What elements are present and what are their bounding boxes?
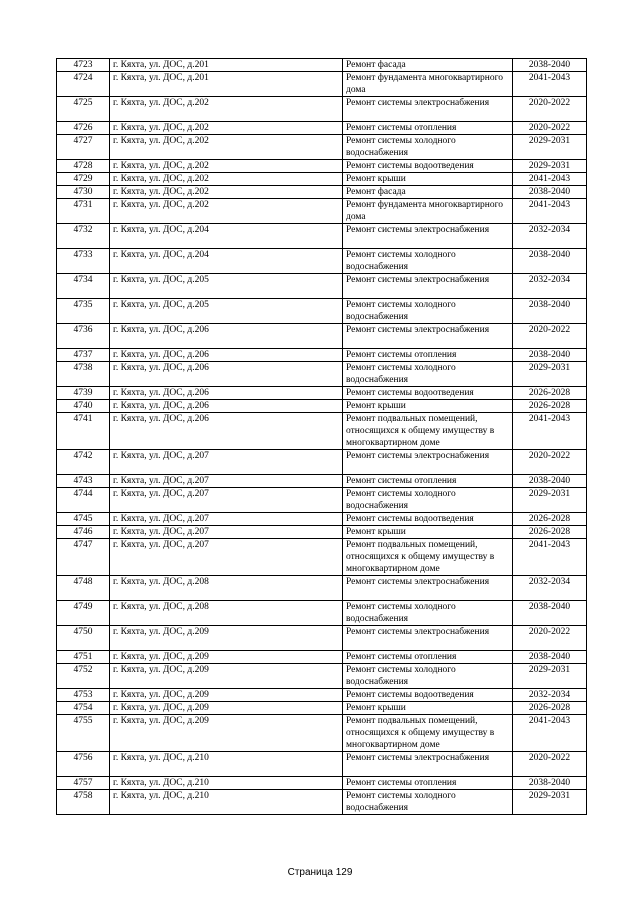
work-type-cell: Ремонт крыши (343, 702, 513, 715)
period-cell: 2038-2040 (513, 777, 587, 790)
table-row (57, 539, 587, 576)
row-number-cell: 4747 (57, 539, 110, 576)
table-row (57, 752, 587, 777)
address-cell: г. Кяхта, ул. ДОС, д.205 (110, 299, 343, 324)
address-cell: г. Кяхта, ул. ДОС, д.208 (110, 576, 343, 601)
work-type-cell: Ремонт системы водоотведения (343, 387, 513, 400)
work-type-cell: Ремонт системы отопления (343, 349, 513, 362)
table-row (57, 400, 587, 413)
work-type-cell: Ремонт системы электроснабжения (343, 626, 513, 651)
row-number-cell: 4731 (57, 199, 110, 224)
row-number-cell: 4729 (57, 173, 110, 186)
work-type-cell: Ремонт подвальных помещений, относящихся к общему имуществу в многоквартирном доме (343, 715, 513, 752)
row-number-cell: 4741 (57, 413, 110, 450)
period-cell: 2038-2040 (513, 249, 587, 274)
period-cell: 2032-2034 (513, 689, 587, 702)
row-number-cell: 4734 (57, 274, 110, 299)
address-cell: г. Кяхта, ул. ДОС, д.202 (110, 173, 343, 186)
address-cell: г. Кяхта, ул. ДОС, д.206 (110, 324, 343, 349)
address-cell: г. Кяхта, ул. ДОС, д.209 (110, 715, 343, 752)
period-cell: 2026-2028 (513, 513, 587, 526)
period-cell: 2029-2031 (513, 488, 587, 513)
row-number-cell: 4726 (57, 122, 110, 135)
address-cell: г. Кяхта, ул. ДОС, д.202 (110, 199, 343, 224)
table-row (57, 626, 587, 651)
period-cell: 2020-2022 (513, 122, 587, 135)
table-row (57, 59, 587, 72)
period-cell: 2038-2040 (513, 475, 587, 488)
period-cell: 2020-2022 (513, 752, 587, 777)
row-number-cell: 4732 (57, 224, 110, 249)
table-row (57, 173, 587, 186)
row-number-cell: 4755 (57, 715, 110, 752)
row-number-cell: 4757 (57, 777, 110, 790)
row-number-cell: 4750 (57, 626, 110, 651)
table-row (57, 97, 587, 122)
row-number-cell: 4753 (57, 689, 110, 702)
work-type-cell: Ремонт фундамента многоквартирного дома (343, 199, 513, 224)
table-row (57, 122, 587, 135)
row-number-cell: 4725 (57, 97, 110, 122)
address-cell: г. Кяхта, ул. ДОС, д.210 (110, 777, 343, 790)
table-row (57, 702, 587, 715)
table-body (57, 59, 587, 815)
row-number-cell: 4739 (57, 387, 110, 400)
table-row (57, 601, 587, 626)
address-cell: г. Кяхта, ул. ДОС, д.201 (110, 72, 343, 97)
period-cell: 2029-2031 (513, 664, 587, 689)
table-row (57, 224, 587, 249)
table-row (57, 362, 587, 387)
period-cell: 2041-2043 (513, 715, 587, 752)
table-row (57, 790, 587, 815)
table-row (57, 413, 587, 450)
work-type-cell: Ремонт системы водоотведения (343, 160, 513, 173)
work-type-cell: Ремонт системы отопления (343, 651, 513, 664)
table-row (57, 450, 587, 475)
row-number-cell: 4740 (57, 400, 110, 413)
row-number-cell: 4756 (57, 752, 110, 777)
row-number-cell: 4743 (57, 475, 110, 488)
row-number-cell: 4733 (57, 249, 110, 274)
period-cell: 2029-2031 (513, 135, 587, 160)
row-number-cell: 4735 (57, 299, 110, 324)
period-cell: 2032-2034 (513, 224, 587, 249)
work-type-cell: Ремонт системы холодного водоснабжения (343, 362, 513, 387)
work-type-cell: Ремонт системы электроснабжения (343, 224, 513, 249)
address-cell: г. Кяхта, ул. ДОС, д.209 (110, 651, 343, 664)
address-cell: г. Кяхта, ул. ДОС, д.201 (110, 59, 343, 72)
period-cell: 2041-2043 (513, 539, 587, 576)
period-cell: 2041-2043 (513, 173, 587, 186)
address-cell: г. Кяхта, ул. ДОС, д.210 (110, 790, 343, 815)
work-type-cell: Ремонт системы электроснабжения (343, 450, 513, 475)
repair-schedule-table (56, 58, 587, 815)
period-cell: 2026-2028 (513, 526, 587, 539)
work-type-cell: Ремонт системы электроснабжения (343, 576, 513, 601)
address-cell: г. Кяхта, ул. ДОС, д.209 (110, 689, 343, 702)
row-number-cell: 4758 (57, 790, 110, 815)
work-type-cell: Ремонт системы электроснабжения (343, 97, 513, 122)
address-cell: г. Кяхта, ул. ДОС, д.209 (110, 664, 343, 689)
work-type-cell: Ремонт подвальных помещений, относящихся к общему имуществу в многоквартирном доме (343, 539, 513, 576)
table-row (57, 651, 587, 664)
address-cell: г. Кяхта, ул. ДОС, д.207 (110, 513, 343, 526)
work-type-cell: Ремонт системы электроснабжения (343, 274, 513, 299)
period-cell: 2032-2034 (513, 576, 587, 601)
address-cell: г. Кяхта, ул. ДОС, д.206 (110, 362, 343, 387)
work-type-cell: Ремонт системы отопления (343, 777, 513, 790)
address-cell: г. Кяхта, ул. ДОС, д.202 (110, 122, 343, 135)
work-type-cell: Ремонт системы водоотведения (343, 689, 513, 702)
row-number-cell: 4738 (57, 362, 110, 387)
table-row (57, 488, 587, 513)
period-cell: 2038-2040 (513, 349, 587, 362)
address-cell: г. Кяхта, ул. ДОС, д.202 (110, 135, 343, 160)
address-cell: г. Кяхта, ул. ДОС, д.207 (110, 450, 343, 475)
period-cell: 2029-2031 (513, 362, 587, 387)
period-cell: 2020-2022 (513, 626, 587, 651)
address-cell: г. Кяхта, ул. ДОС, д.207 (110, 488, 343, 513)
period-cell: 2020-2022 (513, 97, 587, 122)
table-row (57, 160, 587, 173)
row-number-cell: 4742 (57, 450, 110, 475)
work-type-cell: Ремонт фасада (343, 59, 513, 72)
period-cell: 2032-2034 (513, 274, 587, 299)
table-row (57, 72, 587, 97)
row-number-cell: 4744 (57, 488, 110, 513)
table-row (57, 526, 587, 539)
row-number-cell: 4730 (57, 186, 110, 199)
work-type-cell: Ремонт системы холодного водоснабжения (343, 601, 513, 626)
row-number-cell: 4737 (57, 349, 110, 362)
period-cell: 2041-2043 (513, 72, 587, 97)
work-type-cell: Ремонт крыши (343, 400, 513, 413)
row-number-cell: 4748 (57, 576, 110, 601)
table-row (57, 387, 587, 400)
work-type-cell: Ремонт системы холодного водоснабжения (343, 488, 513, 513)
work-type-cell: Ремонт крыши (343, 526, 513, 539)
table-row (57, 135, 587, 160)
period-cell: 2038-2040 (513, 186, 587, 199)
row-number-cell: 4745 (57, 513, 110, 526)
address-cell: г. Кяхта, ул. ДОС, д.202 (110, 186, 343, 199)
table-row (57, 777, 587, 790)
period-cell: 2029-2031 (513, 160, 587, 173)
period-cell: 2026-2028 (513, 387, 587, 400)
work-type-cell: Ремонт крыши (343, 173, 513, 186)
table-row (57, 689, 587, 702)
address-cell: г. Кяхта, ул. ДОС, д.207 (110, 475, 343, 488)
work-type-cell: Ремонт системы холодного водоснабжения (343, 790, 513, 815)
table-row (57, 274, 587, 299)
table-row (57, 299, 587, 324)
row-number-cell: 4736 (57, 324, 110, 349)
address-cell: г. Кяхта, ул. ДОС, д.209 (110, 626, 343, 651)
address-cell: г. Кяхта, ул. ДОС, д.210 (110, 752, 343, 777)
table-row (57, 715, 587, 752)
work-type-cell: Ремонт системы холодного водоснабжения (343, 249, 513, 274)
address-cell: г. Кяхта, ул. ДОС, д.209 (110, 702, 343, 715)
work-type-cell: Ремонт системы отопления (343, 122, 513, 135)
work-type-cell: Ремонт подвальных помещений, относящихся к общему имуществу в многоквартирном доме (343, 413, 513, 450)
row-number-cell: 4724 (57, 72, 110, 97)
table-row (57, 324, 587, 349)
work-type-cell: Ремонт фасада (343, 186, 513, 199)
period-cell: 2041-2043 (513, 199, 587, 224)
work-type-cell: Ремонт системы водоотведения (343, 513, 513, 526)
period-cell: 2038-2040 (513, 601, 587, 626)
address-cell: г. Кяхта, ул. ДОС, д.204 (110, 249, 343, 274)
work-type-cell: Ремонт системы электроснабжения (343, 752, 513, 777)
address-cell: г. Кяхта, ул. ДОС, д.207 (110, 526, 343, 539)
row-number-cell: 4751 (57, 651, 110, 664)
address-cell: г. Кяхта, ул. ДОС, д.208 (110, 601, 343, 626)
address-cell: г. Кяхта, ул. ДОС, д.205 (110, 274, 343, 299)
table-row (57, 349, 587, 362)
address-cell: г. Кяхта, ул. ДОС, д.206 (110, 349, 343, 362)
period-cell: 2026-2028 (513, 400, 587, 413)
work-type-cell: Ремонт фундамента многоквартирного дома (343, 72, 513, 97)
row-number-cell: 4728 (57, 160, 110, 173)
period-cell: 2026-2028 (513, 702, 587, 715)
work-type-cell: Ремонт системы электроснабжения (343, 324, 513, 349)
table-row (57, 576, 587, 601)
table-row (57, 249, 587, 274)
period-cell: 2020-2022 (513, 324, 587, 349)
row-number-cell: 4749 (57, 601, 110, 626)
table-row (57, 664, 587, 689)
row-number-cell: 4746 (57, 526, 110, 539)
address-cell: г. Кяхта, ул. ДОС, д.204 (110, 224, 343, 249)
period-cell: 2041-2043 (513, 413, 587, 450)
address-cell: г. Кяхта, ул. ДОС, д.206 (110, 387, 343, 400)
row-number-cell: 4754 (57, 702, 110, 715)
period-cell: 2038-2040 (513, 651, 587, 664)
table-row (57, 199, 587, 224)
page-number: Страница 129 (287, 867, 353, 878)
period-cell: 2038-2040 (513, 59, 587, 72)
period-cell: 2029-2031 (513, 790, 587, 815)
period-cell: 2038-2040 (513, 299, 587, 324)
row-number-cell: 4752 (57, 664, 110, 689)
address-cell: г. Кяхта, ул. ДОС, д.202 (110, 97, 343, 122)
address-cell: г. Кяхта, ул. ДОС, д.202 (110, 160, 343, 173)
work-type-cell: Ремонт системы холодного водоснабжения (343, 135, 513, 160)
period-cell: 2020-2022 (513, 450, 587, 475)
work-type-cell: Ремонт системы отопления (343, 475, 513, 488)
table-row (57, 513, 587, 526)
row-number-cell: 4727 (57, 135, 110, 160)
address-cell: г. Кяхта, ул. ДОС, д.206 (110, 413, 343, 450)
address-cell: г. Кяхта, ул. ДОС, д.207 (110, 539, 343, 576)
table-row (57, 475, 587, 488)
address-cell: г. Кяхта, ул. ДОС, д.206 (110, 400, 343, 413)
work-type-cell: Ремонт системы холодного водоснабжения (343, 664, 513, 689)
work-type-cell: Ремонт системы холодного водоснабжения (343, 299, 513, 324)
table-row (57, 186, 587, 199)
row-number-cell: 4723 (57, 59, 110, 72)
